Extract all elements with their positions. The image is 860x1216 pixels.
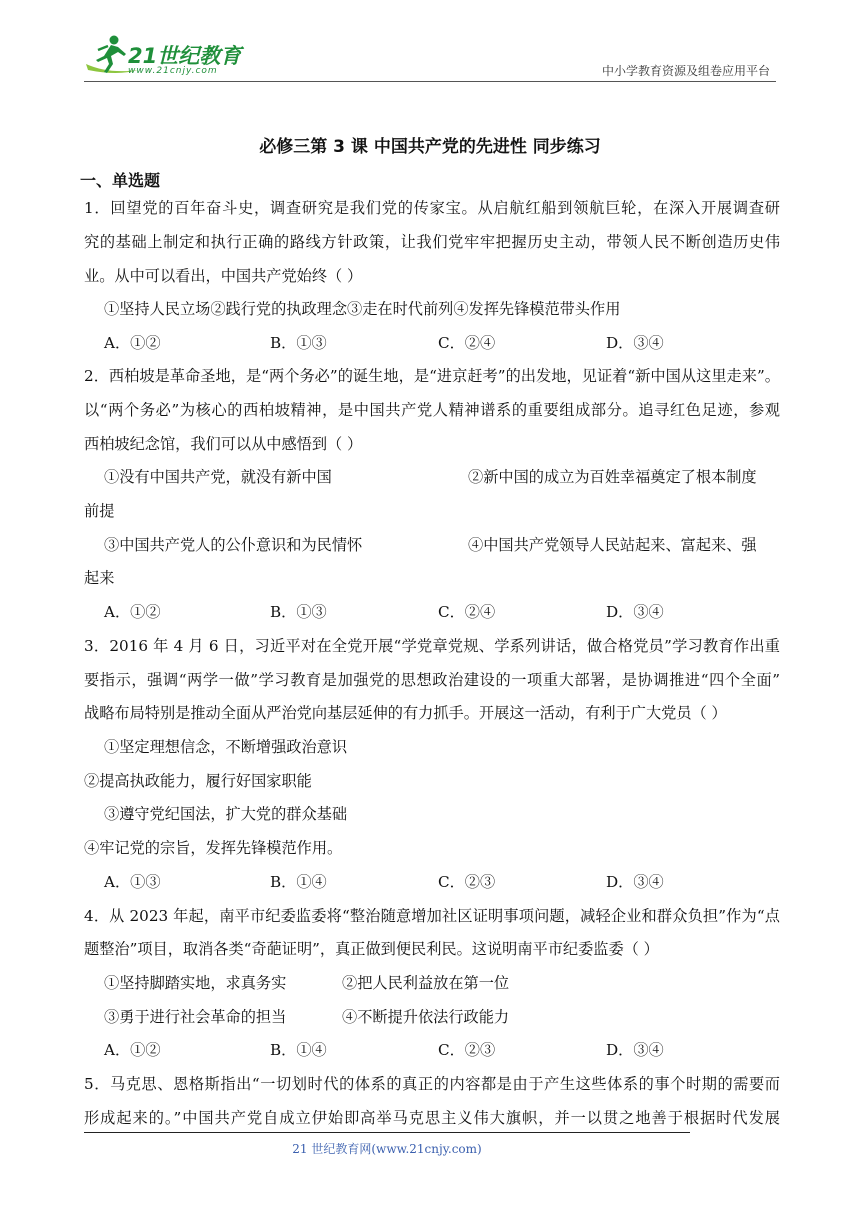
q1-option-a[interactable]: A．①②: [104, 334, 161, 352]
q4-option-b[interactable]: B．①④: [270, 1041, 327, 1059]
q4-option-d[interactable]: D．③④: [606, 1041, 664, 1059]
q1-line-3: 业。从中可以看出，中国共产党始终（ ）: [84, 267, 363, 285]
q4-item-3: ③勇于进行社会革命的担当: [104, 1008, 287, 1026]
q3-option-c[interactable]: C．②③: [438, 873, 496, 891]
q4-item-4: ④不断提升依法行政能力: [342, 1008, 510, 1026]
q3-line-3: 战略布局特别是推动全面从严治党向基层延伸的有力抓手。开展这一活动，有利于广大党员（ ）: [84, 704, 727, 722]
q3-item-2: ②提高执政能力，履行好国家职能: [84, 772, 312, 790]
footer-divider: [84, 1132, 690, 1133]
q4-option-a[interactable]: A．①②: [104, 1041, 161, 1059]
footer-link[interactable]: 21 世纪教育网(www.21cnjy.com): [292, 1142, 482, 1156]
q2-item-1: ①没有中国共产党，就没有新中国: [104, 468, 332, 486]
q2-line-2: 以“两个务必”为核心的西柏坡精神，是中国共产党人精神谱系的重要组成部分。追寻红色足迹，参观: [84, 401, 780, 419]
q2-item-4-cont: 起来: [84, 569, 115, 587]
q4-item-2: ②把人民利益放在第一位: [342, 974, 510, 992]
q4-option-c[interactable]: C．②③: [438, 1041, 496, 1059]
q4-item-1: ①坚持脚踏实地，求真务实: [104, 974, 287, 992]
q4-line-2: 题整治”项目，取消各类“奇葩证明”，真正做到便民利民。这说明南平市纪委监委（ ）: [84, 940, 659, 958]
q2-item-3: ③中国共产党人的公仆意识和为民情怀: [104, 536, 363, 554]
q3-item-3: ③遵守党纪国法，扩大党的群众基础: [104, 805, 347, 823]
header-divider: [84, 81, 776, 82]
q2-line-1: 2．西柏坡是革命圣地，是“两个务必”的诞生地，是“进京赶考”的出发地，见证着“新中国从这里走来”。: [84, 367, 780, 385]
logo-url: www.21cnjy.com: [128, 66, 218, 76]
q3-line-2: 要指示，强调“两学一做”学习教育是加强党的思想政治建设的一项重大部署，是协调推进“四个全面”: [84, 671, 780, 689]
q2-option-b[interactable]: B．①③: [270, 603, 327, 621]
q4-line-1: 4．从 2023 年起，南平市纪委监委将“整治随意增加社区证明事项问题，减轻企业和群众负担”作为“点: [84, 907, 780, 925]
platform-label: 中小学教育资源及组卷应用平台: [601, 64, 770, 78]
q3-line-1: 3．2016 年 4 月 6 日，习近平对在全党开展“学党章党规、学系列讲话，做合格党员”学习教育作出重: [84, 637, 780, 655]
q2-option-a[interactable]: A．①②: [104, 603, 161, 621]
q2-item-2-cont: 前提: [84, 502, 115, 520]
q3-item-1: ①坚定理想信念，不断增强政治意识: [104, 738, 347, 756]
q2-option-c[interactable]: C．②④: [438, 603, 496, 621]
q1-option-b[interactable]: B．①③: [270, 334, 327, 352]
q3-option-a[interactable]: A．①③: [104, 873, 161, 891]
q1-line-1: 1．回望党的百年奋斗史，调查研究是我们党的传家宝。从启航红船到领航巨轮，在深入开展调查研: [84, 199, 780, 217]
q5-line-1: 5．马克思、恩格斯指出“一切划时代的体系的真正的内容都是由于产生这些体系的事个时期的需要而: [84, 1075, 780, 1093]
q1-line-2: 究的基础上制定和执行正确的路线方针政策，让我们党牢牢把握历史主动，带领人民不断创造历史伟: [84, 233, 780, 251]
q1-option-d[interactable]: D．③④: [606, 334, 664, 352]
q2-line-3: 西柏坡纪念馆，我们可以从中感悟到（ ）: [84, 435, 363, 453]
q3-item-4: ④牢记党的宗旨，发挥先锋模范作用。: [84, 839, 343, 857]
page-title: 必修三第 3 课 中国共产党的先进性 同步练习: [259, 137, 601, 157]
q5-line-2: 形成起来的。”中国共产党自成立伊始即高举马克思主义伟大旗帜，并一以贯之地善于根据时代发展: [84, 1109, 780, 1127]
q2-option-d[interactable]: D．③④: [606, 603, 664, 621]
section-heading: 一、单选题: [80, 171, 161, 190]
q3-option-b[interactable]: B．①④: [270, 873, 327, 891]
q1-items: ①坚持人民立场②践行党的执政理念③走在时代前列④发挥先锋模范带头作用: [104, 300, 621, 318]
q1-option-c[interactable]: C．②④: [438, 334, 496, 352]
q2-item-4: ④中国共产党领导人民站起来、富起来、强: [468, 536, 757, 554]
logo-text: 21世纪教育: [128, 44, 242, 68]
q3-option-d[interactable]: D．③④: [606, 873, 664, 891]
q2-item-2: ②新中国的成立为百姓幸福奠定了根本制度: [468, 468, 757, 486]
